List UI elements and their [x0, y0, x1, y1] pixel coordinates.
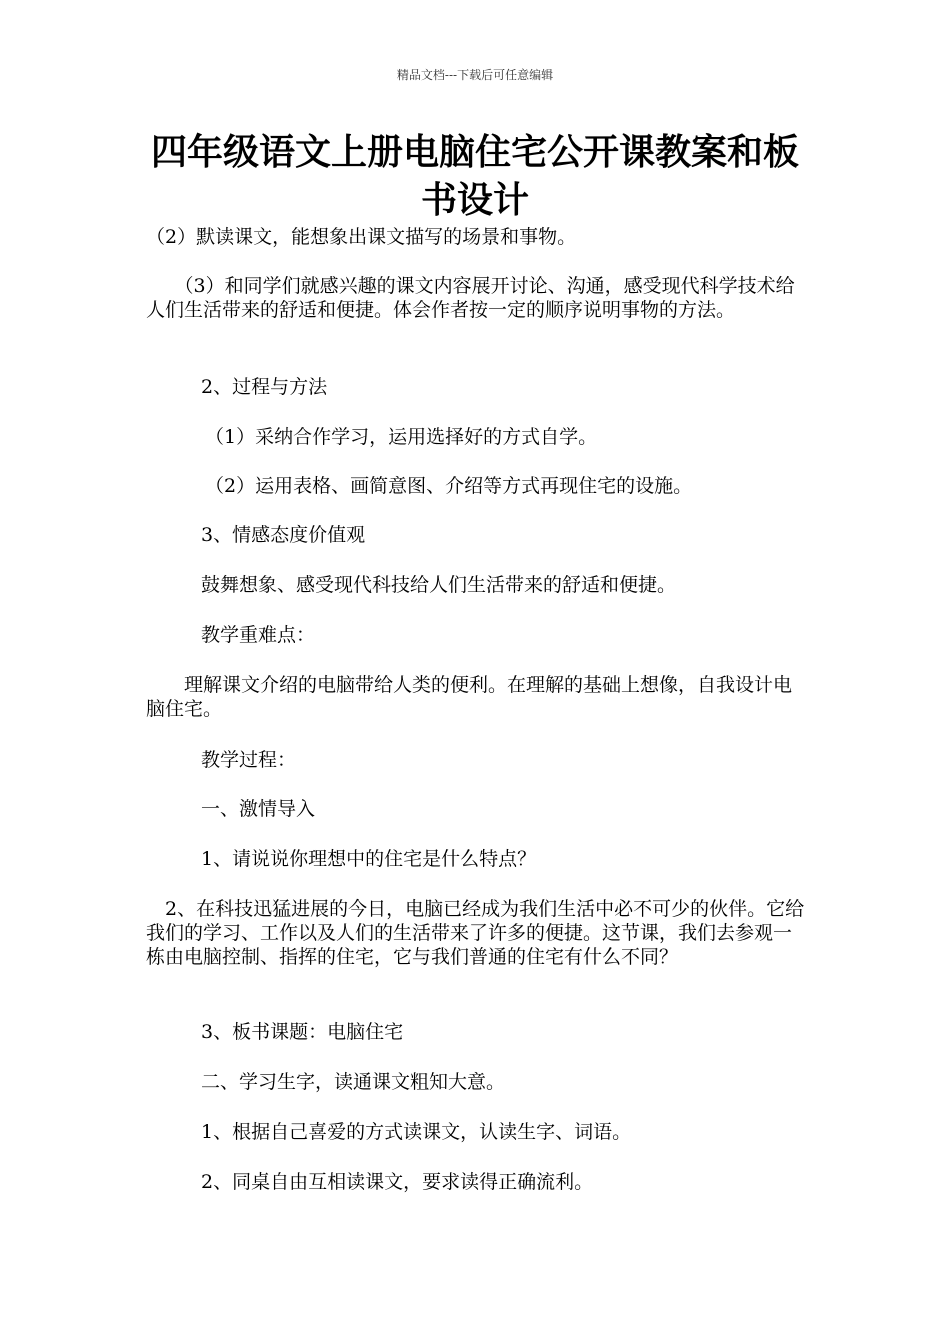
- heading-section-1: 一、激情导入: [201, 798, 316, 820]
- paragraph-key-points: 理解课文介绍的电脑带给人类的便利。在理解的基础上想像，自我设计电脑住宅。: [146, 674, 793, 720]
- document-title: 四年级语文上册电脑住宅公开课教案和板书设计: [150, 131, 799, 221]
- paragraph-step-2-1: 1、根据自己喜爱的方式读课文，认读生字、词语。: [201, 1121, 632, 1143]
- paragraph-method-1: （1）采纳合作学习，运用选择好的方式自学。: [205, 426, 598, 448]
- paragraph-step-1-3: 3、板书课题：电脑住宅: [201, 1021, 404, 1043]
- paragraph-step-1-1: 1、请说说你理想中的住宅是什么特点？: [201, 848, 537, 870]
- heading-emotion-values: 3、情感态度价值观: [201, 524, 366, 546]
- paragraph-goal-2: （2）默读课文，能想象出课文描写的场景和事物。: [146, 226, 577, 248]
- heading-key-points: 教学重难点：: [201, 624, 316, 646]
- heading-process-method: 2、过程与方法: [201, 376, 328, 398]
- heading-teaching-process: 教学过程：: [201, 749, 297, 771]
- paragraph-method-2: （2）运用表格、画简意图、介绍等方式再现住宅的设施。: [205, 475, 693, 497]
- heading-section-2: 二、学习生字，读通课文粗知大意。: [201, 1071, 506, 1093]
- paragraph-step-1-2: 2、在科技迅猛进展的今日，电脑已经成为我们生活中必不可少的伙伴。它给我们的学习、工作以及人们的生活带来了许多的便捷。这节课，我们去参观一栋由电脑控制、指挥的住宅，它与我们普通的住宅有什么不同？: [146, 898, 805, 968]
- paragraph-step-2-2: 2、同桌自由互相读课文，要求读得正确流利。: [201, 1171, 594, 1193]
- paragraph-emotion: 鼓舞想象、感受现代科技给人们生活带来的舒适和便捷。: [201, 574, 677, 596]
- page-header-note: 精品文档---下载后可任意编辑: [396, 68, 554, 82]
- paragraph-goal-3: （3）和同学们就感兴趣的课文内容展开讨论、沟通，感受现代科学技术给人们生活带来的舒适和便捷。体会作者按一定的顺序说明事物的方法。: [146, 275, 795, 321]
